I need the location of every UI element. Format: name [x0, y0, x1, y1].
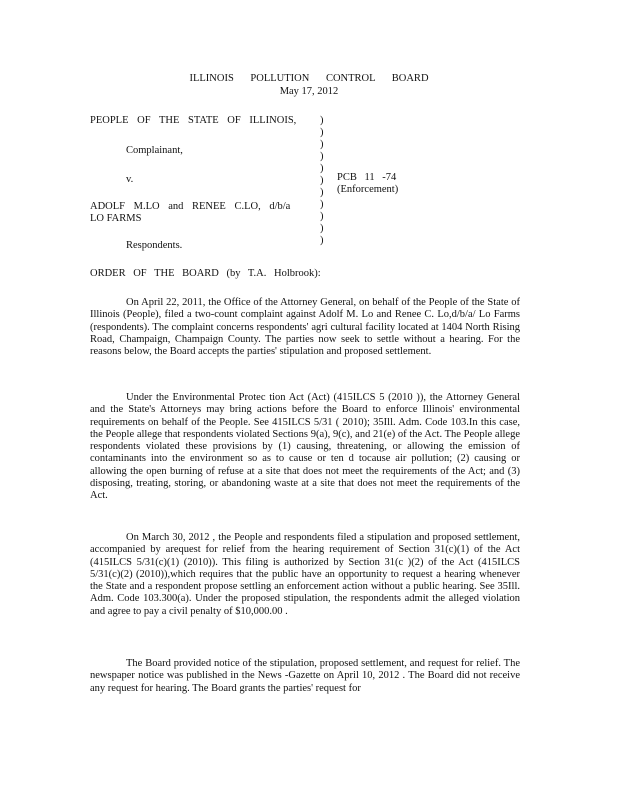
defendant-line-2: LO FARMS [90, 213, 142, 224]
caption-paren: ) [320, 115, 324, 126]
case-type: (Enforcement) [337, 184, 399, 195]
paragraph-3 [90, 532, 520, 618]
caption-paren: ) [320, 235, 324, 246]
order-title: ORDER OF THE BOARD (by T.A. Holbrook): [90, 268, 321, 279]
defendant-line-1: ADOLF M.LO and RENEE C.LO, d/b/a [90, 201, 291, 212]
paragraph-2 [90, 392, 520, 503]
caption-paren: ) [320, 187, 324, 198]
defendant-role: Respondents. [126, 240, 183, 251]
paragraph-text: On March 30, 2012 , the People and respondents filed a stipulation and proposed settlement, accompanied by arequest for relief from the hearing requirement of Section 31(c)(1) of the Act (415ILCS 5/31(c)(1) (2010)). This filing is authorized by Section 31(c )(2) of the Act (415ILCS 5/31(c)(2) (2010)),which requires that the public have an opportunity to request a hearing whenever the State and a respondent propose settling an enforcement action without a public hearing. See 35Ill. Adm. Code 103.300(a). Under the proposed stipulation, the respondents admit the alleged violation and agree to pay a civil penalty of $10,000.00 . [90, 532, 520, 617]
caption-paren: ) [320, 151, 324, 162]
caption-paren: ) [320, 139, 324, 150]
caption-paren: ) [320, 211, 324, 222]
order-date: May 17, 2012 [279, 86, 339, 97]
plaintiff-name: PEOPLE OF THE STATE OF ILLINOIS, [90, 115, 297, 126]
paragraph-4 [90, 658, 520, 695]
caption-paren: ) [320, 223, 324, 234]
paragraph-text: Under the Environmental Protec tion Act (Act) (415ILCS 5 (2010 )), the Attorney General and the State's Attorneys may bring actions before the Board to enforce Illinois' environmental requirements on behalf of the People. See 415ILCS 5/31 ( 2010); 35Ill. Adm. Code 103.In this case, the People allege that respondents violated Sections 9(a), 9(c), and 21(e) of the Act. The People allege respondents violated these provisions by (1) causing, threatening, or allowing the emission of contaminants into the environment so as to cause or ten d tocause air pollution; (2) causing or allowing the open burning of refuse at a site that does not meet the requirements of the Act; and (3) disposing, treating, storing, or abandoning waste at a site that does not meet the requirements of the Act. [90, 392, 520, 502]
board-name: ILLINOIS POLLUTION CONTROL BOARD [189, 73, 429, 84]
caption-paren: ) [320, 163, 324, 174]
paragraph-text: The Board provided notice of the stipulation, proposed settlement, and request for relief. The newspaper notice was published in the News -Gazette on April 10, 2012 . The Board did not receive any request for hearing. The Board grants the parties' request for [90, 658, 520, 694]
case-number: PCB 11 -74 [337, 172, 397, 183]
caption-paren: ) [320, 127, 324, 138]
paragraph-text: On April 22, 2011, the Office of the Attorney General, on behalf of the People of the State of Illinois (People), filed a two-count complaint against Adolf M. Lo and Renee C. Lo,d/b/a/ Lo Farms (respondents). The complaint concerns respondents' agri cultural facility located at 1404 North Rising Road, Champaign, Champaign County. The parties now seek to settle without a hearing. For the reasons below, the Board accepts the parties' stipulation and proposed settlement. [90, 297, 520, 358]
versus: v. [126, 174, 134, 185]
plaintiff-role: Complainant, [126, 145, 183, 156]
caption-paren: ) [320, 199, 324, 210]
caption-paren: ) [320, 175, 324, 186]
paragraph-1 [90, 297, 520, 358]
